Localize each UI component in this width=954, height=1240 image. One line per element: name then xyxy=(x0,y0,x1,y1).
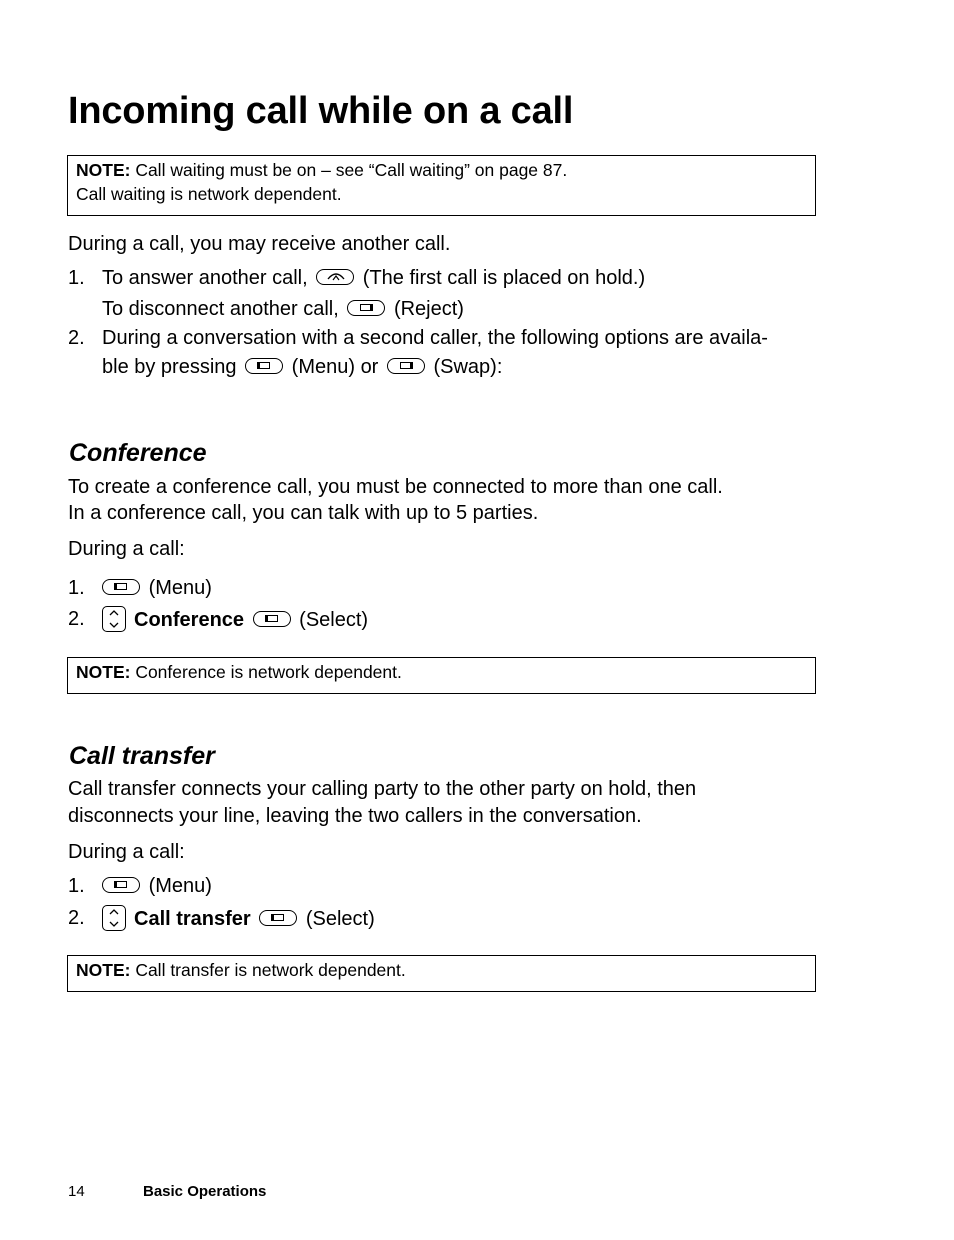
right-softkey-icon xyxy=(347,300,385,316)
step-options-line1: During a conversation with a second caller, the following options are availa- xyxy=(102,327,768,349)
transfer-para1: Call transfer connects your calling party to the other party on hold, then xyxy=(68,778,697,800)
left-softkey-icon xyxy=(102,877,140,893)
step-text: (Select) xyxy=(299,609,369,631)
conference-step1 xyxy=(102,575,212,601)
step-text: (Select) xyxy=(305,908,375,930)
call-key-icon xyxy=(316,269,354,285)
step-number: 2. xyxy=(68,608,85,630)
page-number: 14 xyxy=(68,1183,85,1200)
footer-section-title: Basic Operations xyxy=(143,1183,267,1200)
left-softkey-icon xyxy=(259,910,297,926)
step-number: 2. xyxy=(68,327,85,349)
note-text-line1: Call waiting must be on – see “Call waiting” on page 87. xyxy=(130,160,568,180)
note-text-line2: Call waiting is network dependent. xyxy=(76,184,342,204)
note-label: NOTE: xyxy=(76,960,131,980)
transfer-step2 xyxy=(102,905,375,932)
step-text: To answer another call, xyxy=(102,267,308,289)
step-text: (The first call is placed on hold.) xyxy=(362,267,646,289)
note-text: Call transfer is network dependent. xyxy=(130,960,406,980)
step-number: 1. xyxy=(68,267,85,289)
note-call-waiting xyxy=(67,155,816,216)
menu-option-call-transfer: Call transfer xyxy=(134,908,251,930)
note-text: Conference is network dependent. xyxy=(130,662,402,682)
left-softkey-icon xyxy=(253,611,291,627)
note-label: NOTE: xyxy=(76,160,131,180)
transfer-heading: Call transfer xyxy=(69,742,215,770)
conference-heading: Conference xyxy=(69,439,207,467)
transfer-para2: disconnects your line, leaving the two callers in the conversation. xyxy=(68,805,642,827)
step-text: ble by pressing xyxy=(102,356,237,378)
step-text: (Menu) or xyxy=(291,356,379,378)
navigation-key-icon xyxy=(102,905,126,931)
right-softkey-icon xyxy=(387,358,425,374)
note-conference xyxy=(67,657,816,694)
page-title: Incoming call while on a call xyxy=(68,90,574,132)
step-options-line2 xyxy=(102,354,502,380)
step-text: To disconnect another call, xyxy=(102,298,339,320)
step-text: (Menu) xyxy=(148,577,212,599)
conference-step2 xyxy=(102,606,368,633)
note-call-transfer xyxy=(67,955,816,992)
transfer-step1 xyxy=(102,873,212,899)
note-label: NOTE: xyxy=(76,662,131,682)
navigation-key-icon xyxy=(102,606,126,632)
conference-during: During a call: xyxy=(68,538,185,560)
step-answer xyxy=(102,265,645,291)
transfer-during: During a call: xyxy=(68,841,185,863)
step-number: 2. xyxy=(68,907,85,929)
left-softkey-icon xyxy=(102,579,140,595)
left-softkey-icon xyxy=(245,358,283,374)
step-text: (Reject) xyxy=(393,298,464,320)
step-reject xyxy=(102,296,464,322)
step-text: (Swap): xyxy=(433,356,503,378)
step-text: (Menu) xyxy=(148,875,212,897)
conference-para1: To create a conference call, you must be connected to more than one call. xyxy=(68,476,723,498)
step-number: 1. xyxy=(68,875,85,897)
conference-para2: In a conference call, you can talk with up to 5 parties. xyxy=(68,502,539,524)
intro-text: During a call, you may receive another call. xyxy=(68,233,451,255)
menu-option-conference: Conference xyxy=(134,609,245,631)
step-number: 1. xyxy=(68,577,85,599)
